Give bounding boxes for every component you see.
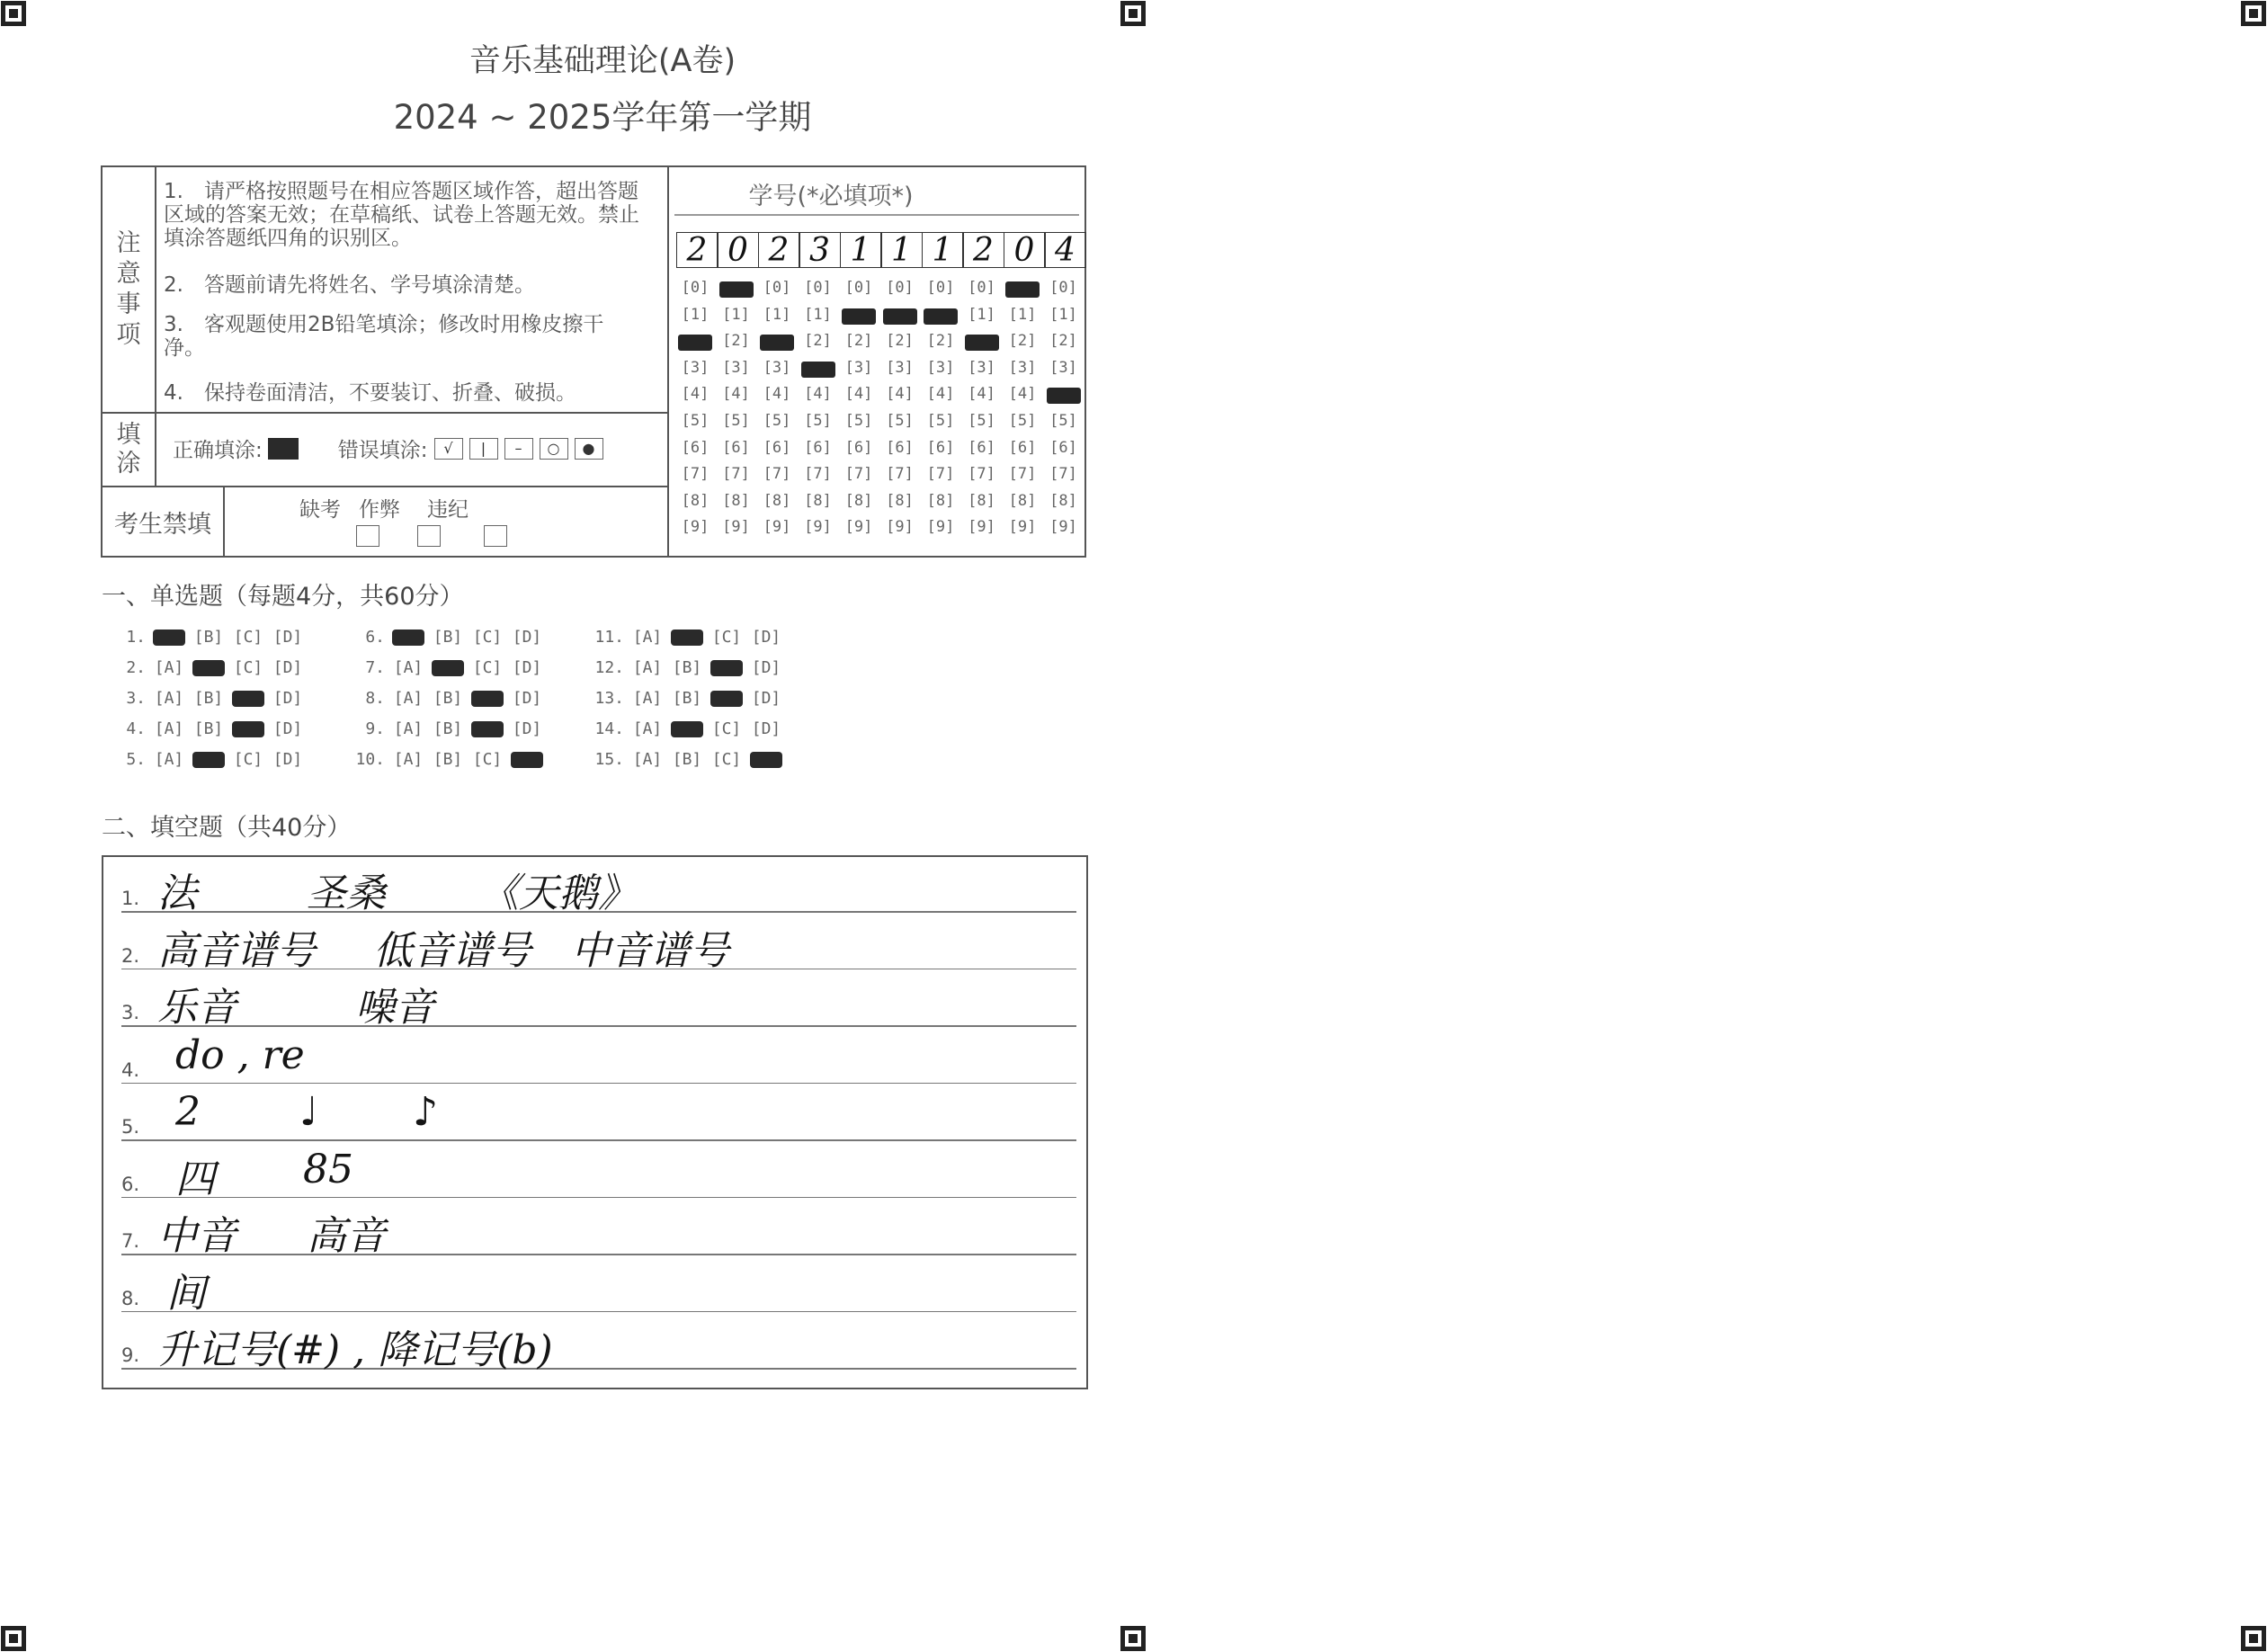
student-id-bubble[interactable]: [3] bbox=[886, 358, 914, 377]
handwritten-answer: 2 bbox=[175, 1089, 201, 1135]
mc-option-d[interactable]: [D] bbox=[751, 628, 781, 647]
student-id-bubble[interactable]: [8] bbox=[681, 491, 710, 510]
corner-marker-bottom-left bbox=[0, 1625, 27, 1652]
mc-option-c[interactable] bbox=[232, 721, 264, 737]
forbid-absent-label: 缺考 bbox=[299, 498, 341, 522]
mc-option-d[interactable]: [D] bbox=[272, 689, 303, 708]
wrong-fill-check: √ bbox=[434, 438, 463, 460]
mc-option-b[interactable] bbox=[192, 660, 225, 676]
mc-option-a[interactable]: [A] bbox=[154, 689, 184, 708]
fill-in-answer-box bbox=[102, 855, 1088, 1389]
student-id-bubble[interactable]: [5] bbox=[1049, 412, 1077, 430]
student-id-bubble[interactable]: [0] bbox=[968, 279, 995, 297]
mc-question-4: 4. [A] [B] [D] bbox=[108, 719, 308, 738]
mc-question-6: 6. [B] [C] [D] bbox=[347, 628, 547, 647]
mc-option-c[interactable]: [C] bbox=[472, 658, 503, 677]
mc-question-8: 8. [A] [B] [D] bbox=[347, 689, 547, 708]
handwritten-answer: 《天鹅》 bbox=[479, 871, 638, 916]
mc-option-a[interactable]: [A] bbox=[154, 719, 184, 738]
mc-question-1: 1. [B] [C] [D] bbox=[108, 628, 308, 647]
mc-option-c[interactable] bbox=[471, 721, 504, 737]
student-id-bubble[interactable]: [2] bbox=[1008, 332, 1037, 351]
student-id-bubble[interactable]: [8] bbox=[926, 491, 955, 510]
student-id-bubble[interactable]: [1] bbox=[1008, 305, 1037, 324]
student-id-bubble[interactable]: [4] bbox=[886, 385, 914, 404]
student-id-bubble[interactable]: [5] bbox=[844, 412, 873, 430]
answer-line-6 bbox=[121, 1197, 1076, 1199]
student-id-digit-7: 1 bbox=[922, 232, 963, 268]
mc-option-b[interactable]: [B] bbox=[433, 689, 463, 708]
notice-item-2: 2. 答题前请先将姓名、学号填涂清楚。 bbox=[164, 273, 535, 297]
student-id-bubble[interactable]: [1] bbox=[968, 305, 995, 324]
student-id-bubble[interactable]: [7] bbox=[681, 465, 710, 484]
student-id-bubble[interactable]: [5] bbox=[722, 412, 750, 430]
mc-option-b[interactable] bbox=[432, 660, 464, 676]
handwritten-answer: 法 bbox=[157, 871, 197, 916]
handwritten-answer: 四 bbox=[175, 1156, 215, 1202]
mc-option-c[interactable] bbox=[232, 691, 264, 707]
student-id-bubble[interactable]: [2] bbox=[926, 332, 955, 351]
mc-question-9: 9. [A] [B] [D] bbox=[347, 719, 547, 738]
student-id-bubble[interactable]: [8] bbox=[1049, 491, 1077, 510]
student-id-digit-9: 0 bbox=[1004, 232, 1045, 268]
student-id-bubble[interactable]: [7] bbox=[1049, 465, 1077, 484]
handwritten-answer: 中音谱号 bbox=[571, 927, 729, 974]
notice-label: 注 意 事 项 bbox=[116, 229, 141, 349]
forbid-violation-box[interactable] bbox=[484, 525, 507, 547]
mc-question-7: 7. [A] [C] [D] bbox=[347, 658, 547, 677]
student-id-bubble[interactable]: [8] bbox=[886, 491, 914, 510]
student-id-bubble[interactable]: [6] bbox=[681, 438, 710, 457]
student-id-bubble[interactable]: [1] bbox=[804, 305, 832, 324]
student-id-bubble[interactable]: [6] bbox=[1049, 438, 1077, 457]
mc-question-11: 11. [A] [C] [D] bbox=[586, 628, 786, 647]
forbid-absent-box[interactable] bbox=[356, 525, 379, 547]
corner-marker-top-center bbox=[1120, 0, 1147, 27]
answer-number: 2. bbox=[121, 944, 140, 967]
handwritten-answer: 升记号(#) , 降记号(b) bbox=[157, 1327, 553, 1373]
student-id-bubble[interactable]: [4] bbox=[844, 385, 873, 404]
mc-option-d[interactable]: [D] bbox=[751, 719, 781, 738]
mc-option-c[interactable]: [C] bbox=[711, 719, 742, 738]
student-id-bubble[interactable]: [8] bbox=[804, 491, 832, 510]
forbid-cheat-label: 作弊 bbox=[359, 498, 400, 522]
fill-mark-label: 填 涂 bbox=[116, 421, 141, 478]
handwritten-answer: 高音谱号 bbox=[157, 927, 316, 974]
student-id-bubble[interactable]: [0] bbox=[763, 279, 791, 297]
student-id-bubble[interactable]: [6] bbox=[844, 438, 873, 457]
student-id-bubble[interactable]: [0] bbox=[886, 279, 914, 297]
student-id-bubble[interactable] bbox=[719, 281, 754, 298]
answer-number: 1. bbox=[121, 888, 140, 909]
student-id-bubble[interactable]: [4] bbox=[926, 385, 955, 404]
answer-line-7 bbox=[121, 1254, 1076, 1255]
mc-question-14: 14. [A] [C] [D] bbox=[586, 719, 786, 738]
mc-option-c[interactable]: [C] bbox=[711, 628, 742, 647]
student-id-bubble[interactable] bbox=[1005, 281, 1040, 298]
answer-line-3 bbox=[121, 1025, 1076, 1027]
handwritten-answer: 圣桑 bbox=[307, 871, 386, 916]
student-id-bubble[interactable]: [6] bbox=[886, 438, 914, 457]
mc-option-c[interactable]: [C] bbox=[233, 628, 263, 647]
forbid-label: 考生禁填 bbox=[114, 510, 211, 539]
mc-option-a[interactable]: [A] bbox=[393, 719, 424, 738]
mc-option-a[interactable]: [A] bbox=[632, 689, 663, 708]
forbid-violation-label: 违纪 bbox=[427, 498, 469, 522]
section1-title: 一、单选题（每题4分，共60分） bbox=[102, 583, 464, 611]
student-id-bubble[interactable]: [1] bbox=[1049, 305, 1077, 324]
mc-option-c[interactable]: [C] bbox=[472, 628, 503, 647]
mc-option-a[interactable]: [A] bbox=[154, 658, 184, 677]
student-id-bubble[interactable]: [7] bbox=[968, 465, 995, 484]
student-id-bubble[interactable]: [8] bbox=[722, 491, 750, 510]
student-id-bubble[interactable]: [3] bbox=[968, 358, 995, 377]
mc-option-a[interactable]: [A] bbox=[154, 750, 184, 769]
mc-option-b[interactable]: [B] bbox=[672, 750, 702, 769]
mc-option-b[interactable] bbox=[671, 630, 703, 646]
notice-item-1: 1. 请严格按照题号在相应答题区域作答，超出答题区域的答案无效；在草稿纸、试卷上答题无效。禁止填涂答题纸四角的识别区。 bbox=[164, 180, 639, 250]
student-id-digit-2: 0 bbox=[718, 232, 759, 268]
mc-option-b[interactable] bbox=[671, 721, 703, 737]
mc-option-a[interactable]: [A] bbox=[632, 750, 663, 769]
mc-option-d[interactable]: [D] bbox=[751, 689, 781, 708]
mc-option-d[interactable] bbox=[750, 752, 782, 768]
mc-option-b[interactable]: [B] bbox=[672, 658, 702, 677]
student-id-bubble[interactable]: [6] bbox=[926, 438, 955, 457]
student-id-bubble[interactable]: [4] bbox=[763, 385, 791, 404]
mc-question-2: 2. [A] [C] [D] bbox=[108, 658, 308, 677]
student-id-bubble[interactable]: [2] bbox=[844, 332, 873, 351]
exam-title: 音乐基础理论(A卷) bbox=[469, 43, 736, 79]
correct-fill-sample bbox=[268, 438, 299, 460]
handwritten-answer: do , re bbox=[175, 1031, 305, 1078]
corner-marker-bottom-right bbox=[2240, 1625, 2267, 1652]
student-id-bubble[interactable]: [2] bbox=[722, 332, 750, 351]
answer-number: 6. bbox=[121, 1173, 140, 1195]
student-id-bubble[interactable]: [1] bbox=[681, 305, 710, 324]
answer-line-5 bbox=[121, 1139, 1076, 1141]
student-id-bubble[interactable]: [5] bbox=[681, 412, 710, 430]
student-id-bubble[interactable]: [6] bbox=[1008, 438, 1037, 457]
student-id-bubble[interactable] bbox=[842, 308, 876, 325]
student-id-bubble[interactable]: [7] bbox=[722, 465, 750, 484]
mc-option-b[interactable]: [B] bbox=[433, 628, 463, 647]
mc-option-c[interactable]: [C] bbox=[711, 750, 742, 769]
student-id-bubble[interactable]: [8] bbox=[763, 491, 791, 510]
student-id-bubble[interactable]: [9] bbox=[763, 518, 791, 537]
student-id-bubble[interactable]: [7] bbox=[886, 465, 914, 484]
student-id-bubble[interactable]: [9] bbox=[968, 518, 995, 537]
student-id-bubble[interactable]: [9] bbox=[1008, 518, 1037, 537]
mc-option-d[interactable]: [D] bbox=[751, 658, 781, 677]
student-id-bubble[interactable]: [0] bbox=[1049, 279, 1077, 297]
student-id-bubble[interactable]: [0] bbox=[681, 279, 710, 297]
handwritten-answer: 中音 bbox=[157, 1213, 237, 1259]
student-id-bubble[interactable] bbox=[801, 362, 835, 378]
mc-option-a[interactable]: [A] bbox=[393, 689, 424, 708]
student-id-digit-4: 3 bbox=[799, 232, 841, 268]
mc-option-a[interactable]: [A] bbox=[393, 750, 424, 769]
student-id-title: 学号(*必填项*) bbox=[748, 183, 914, 210]
student-id-bubble[interactable]: [0] bbox=[926, 279, 955, 297]
student-id-bubble[interactable]: [0] bbox=[844, 279, 873, 297]
student-id-bubble[interactable]: [3] bbox=[681, 358, 710, 377]
mc-option-a[interactable] bbox=[392, 630, 424, 646]
mc-question-10: 10. [A] [B] [C] bbox=[347, 750, 547, 769]
student-id-bubble[interactable]: [9] bbox=[844, 518, 873, 537]
student-id-digit-6: 1 bbox=[881, 232, 923, 268]
mc-option-d[interactable]: [D] bbox=[512, 689, 542, 708]
student-id-bubble[interactable] bbox=[678, 335, 712, 351]
mc-question-13: 13. [A] [B] [D] bbox=[586, 689, 786, 708]
mc-option-d[interactable]: [D] bbox=[272, 628, 303, 647]
corner-marker-top-left bbox=[0, 0, 27, 27]
student-id-bubble[interactable]: [5] bbox=[886, 412, 914, 430]
exam-term: 2024 ~ 2025学年第一学期 bbox=[393, 98, 812, 137]
student-id-bubble[interactable]: [6] bbox=[763, 438, 791, 457]
answer-number: 9. bbox=[121, 1344, 140, 1366]
mc-option-d[interactable]: [D] bbox=[512, 658, 542, 677]
answer-number: 8. bbox=[121, 1287, 140, 1309]
handwritten-answer: 间 bbox=[166, 1270, 206, 1317]
mc-option-a[interactable]: [A] bbox=[632, 658, 663, 677]
student-id-bubble[interactable]: [5] bbox=[968, 412, 995, 430]
answer-number: 4. bbox=[121, 1058, 140, 1081]
student-id-bubble[interactable] bbox=[924, 308, 958, 325]
student-id-bubble[interactable]: [6] bbox=[804, 438, 832, 457]
student-id-bubble[interactable] bbox=[1047, 388, 1081, 404]
handwritten-answer: 低音谱号 bbox=[373, 927, 531, 974]
student-id-bubble[interactable]: [0] bbox=[804, 279, 832, 297]
student-id-bubble[interactable] bbox=[883, 308, 917, 325]
handwritten-answer: 乐音 bbox=[157, 985, 237, 1031]
student-id-bubble[interactable]: [3] bbox=[722, 358, 750, 377]
mc-option-d[interactable]: [D] bbox=[272, 719, 303, 738]
mc-option-b[interactable]: [B] bbox=[433, 750, 463, 769]
student-id-bubble[interactable]: [2] bbox=[1049, 332, 1077, 351]
mc-option-b[interactable] bbox=[192, 752, 225, 768]
answer-line-4 bbox=[121, 1083, 1076, 1085]
mc-question-15: 15. [A] [B] [C] bbox=[586, 750, 786, 769]
student-id-bubble[interactable]: [7] bbox=[926, 465, 955, 484]
mc-option-d[interactable]: [D] bbox=[512, 719, 542, 738]
student-id-bubble[interactable]: [3] bbox=[763, 358, 791, 377]
student-id-bubble[interactable]: [3] bbox=[844, 358, 873, 377]
student-id-bubble[interactable]: [3] bbox=[926, 358, 955, 377]
wrong-fill-dot: ● bbox=[575, 438, 603, 460]
mc-option-d[interactable]: [D] bbox=[272, 750, 303, 769]
mc-question-3: 3. [A] [B] [D] bbox=[108, 689, 308, 708]
mc-option-a[interactable]: [A] bbox=[632, 628, 663, 647]
student-id-bubble[interactable]: [5] bbox=[926, 412, 955, 430]
student-id-bubble[interactable]: [9] bbox=[681, 518, 710, 537]
student-id-bubble[interactable]: [4] bbox=[968, 385, 995, 404]
student-id-bubble[interactable]: [9] bbox=[804, 518, 832, 537]
student-id-bubble[interactable]: [5] bbox=[763, 412, 791, 430]
mc-option-b[interactable]: [B] bbox=[193, 689, 224, 708]
student-id-bubble[interactable]: [9] bbox=[886, 518, 914, 537]
student-id-bubble[interactable]: [6] bbox=[968, 438, 995, 457]
student-id-bubble[interactable]: [7] bbox=[804, 465, 832, 484]
corner-marker-top-right bbox=[2240, 0, 2267, 27]
student-id-bubble[interactable]: [6] bbox=[722, 438, 750, 457]
handwritten-answer: 噪音 bbox=[355, 985, 434, 1031]
student-id-bubble[interactable]: [5] bbox=[1008, 412, 1037, 430]
student-id-digit-3: 2 bbox=[758, 232, 799, 268]
mc-option-a[interactable] bbox=[153, 630, 185, 646]
mc-option-c[interactable] bbox=[471, 691, 504, 707]
mc-option-a[interactable]: [A] bbox=[632, 719, 663, 738]
notice-item-4: 4. 保持卷面清洁，不要装订、折叠、破损。 bbox=[164, 381, 576, 405]
mc-option-b[interactable]: [B] bbox=[433, 719, 463, 738]
handwritten-answer: 高音 bbox=[307, 1213, 386, 1259]
mc-question-5: 5. [A] [C] [D] bbox=[108, 750, 308, 769]
mc-option-c[interactable]: [C] bbox=[233, 750, 263, 769]
student-id-bubble[interactable]: [2] bbox=[804, 332, 832, 351]
student-id-bubble[interactable]: [4] bbox=[1008, 385, 1037, 404]
header-panel bbox=[101, 165, 1086, 558]
student-id-bubble[interactable]: [5] bbox=[804, 412, 832, 430]
student-id-bubble[interactable]: [4] bbox=[681, 385, 710, 404]
student-id-bubble[interactable]: [9] bbox=[722, 518, 750, 537]
wrong-fill-dash: – bbox=[504, 438, 533, 460]
answer-number: 5. bbox=[121, 1116, 140, 1138]
mc-option-c[interactable]: [C] bbox=[472, 750, 503, 769]
student-id-bubble[interactable]: [1] bbox=[722, 305, 750, 324]
mc-option-c[interactable] bbox=[710, 660, 743, 676]
mc-option-c[interactable] bbox=[710, 691, 743, 707]
student-id-bubble[interactable]: [1] bbox=[763, 305, 791, 324]
student-id-bubble[interactable]: [7] bbox=[763, 465, 791, 484]
wrong-fill-circle: ○ bbox=[540, 438, 568, 460]
student-id-digit-5: 1 bbox=[840, 232, 881, 268]
student-id-bubble[interactable]: [8] bbox=[968, 491, 995, 510]
student-id-digit-8: 2 bbox=[963, 232, 1004, 268]
mc-option-b[interactable]: [B] bbox=[193, 719, 224, 738]
mc-option-d[interactable] bbox=[511, 752, 543, 768]
mc-option-d[interactable]: [D] bbox=[512, 628, 542, 647]
student-id-bubble[interactable]: [4] bbox=[804, 385, 832, 404]
student-id-bubble[interactable]: [3] bbox=[1008, 358, 1037, 377]
student-id-bubble[interactable] bbox=[760, 335, 794, 351]
mc-question-12: 12. [A] [B] [D] bbox=[586, 658, 786, 677]
answer-number: 3. bbox=[121, 1002, 140, 1023]
mc-option-b[interactable]: [B] bbox=[672, 689, 702, 708]
student-id-bubble[interactable] bbox=[965, 335, 999, 351]
student-id-digit-1: 2 bbox=[676, 232, 718, 268]
mc-option-c[interactable]: [C] bbox=[233, 658, 263, 677]
mc-option-d[interactable]: [D] bbox=[272, 658, 303, 677]
wrong-fill-bar: | bbox=[469, 438, 498, 460]
section2-title: 二、填空题（共40分） bbox=[102, 814, 352, 842]
corner-marker-bottom-center bbox=[1120, 1625, 1147, 1652]
handwritten-answer: 85 bbox=[303, 1146, 353, 1192]
student-id-bubble[interactable]: [8] bbox=[1008, 491, 1037, 510]
student-id-bubble[interactable]: [8] bbox=[844, 491, 873, 510]
student-id-bubble[interactable]: [7] bbox=[1008, 465, 1037, 484]
answer-number: 7. bbox=[121, 1230, 140, 1252]
student-id-digit-10: 4 bbox=[1045, 232, 1086, 268]
answer-line-8 bbox=[121, 1311, 1076, 1313]
notice-item-3: 3. 客观题使用2B铅笔填涂；修改时用橡皮擦干净。 bbox=[164, 313, 604, 360]
mc-option-b[interactable]: [B] bbox=[193, 628, 224, 647]
student-id-bubble[interactable]: [9] bbox=[926, 518, 955, 537]
student-id-bubble[interactable]: [3] bbox=[1049, 358, 1077, 377]
student-id-bubble[interactable]: [4] bbox=[722, 385, 750, 404]
fill-mark-example: 正确填涂: 错误填涂: √ | – ○ ● bbox=[173, 433, 603, 463]
handwritten-answer: ♪ bbox=[413, 1089, 439, 1135]
student-id-bubble[interactable]: [7] bbox=[844, 465, 873, 484]
forbid-cheat-box[interactable] bbox=[417, 525, 441, 547]
mc-option-a[interactable]: [A] bbox=[393, 658, 424, 677]
student-id-bubble[interactable]: [2] bbox=[886, 332, 914, 351]
handwritten-answer: ♩ bbox=[299, 1089, 318, 1135]
student-id-bubble[interactable]: [9] bbox=[1049, 518, 1077, 537]
